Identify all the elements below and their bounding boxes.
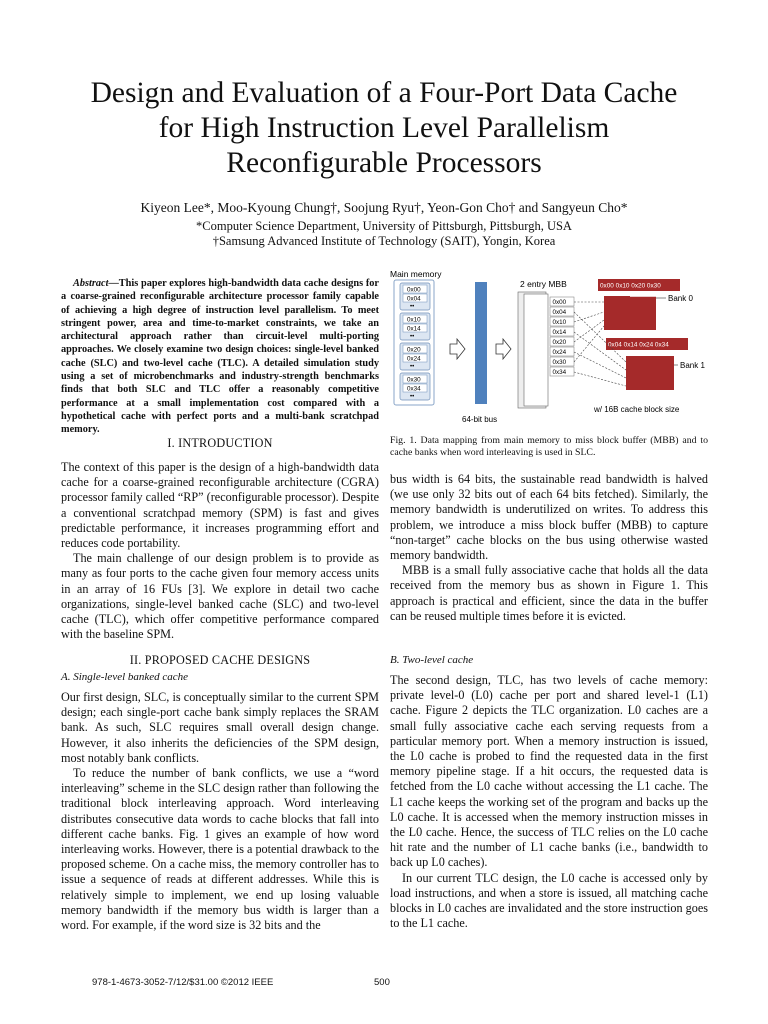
mapping-arrow xyxy=(574,326,604,362)
mbb-front-panel xyxy=(524,294,548,406)
abstract-text: —This paper explores high-bandwidth data cache designs for a coarse-grained reconfigurable architecture processor family capable of achieving a high degree of instruction level parallelism. To meet stringent power, area and time-to-market constraints, we take an architectural approach rather than circuit-level multi-porting approaches. We closely examine two design choices: single-level banked cache (SLC) and two-level cache (TLC). A detailed simulation study using a set of microbenchmarks and industry-strength benchmarks finds that both SLC and TLC offer a reasonably competitive performance at a small implementation cost compared with a hypothetical cache with perfect ports and a multi-bank scratchpad memory. xyxy=(61,278,379,436)
arrow-to-bus-icon xyxy=(450,339,465,359)
abstract xyxy=(61,277,379,437)
mbb-entry-address: 0x14 xyxy=(552,329,567,336)
block-size-note: w/ 16B cache block size xyxy=(594,405,680,414)
memory-bus xyxy=(475,282,487,404)
page-number: 500 xyxy=(374,977,390,988)
main-memory-blocks xyxy=(400,283,430,400)
bank0-label: Bank 0 xyxy=(668,294,693,303)
memory-word-address: 0x20 xyxy=(407,346,421,354)
memory-word-address: 0x30 xyxy=(407,376,421,384)
memory-word-address: 0x00 xyxy=(407,286,421,294)
memory-ellipsis: •• xyxy=(410,394,415,400)
section-heading-introduction: I. INTRODUCTION xyxy=(167,436,273,450)
subsection-heading-tlc: B. Two-level cache xyxy=(390,654,474,666)
arrow-to-mbb-icon xyxy=(496,339,511,359)
memory-ellipsis: •• xyxy=(410,304,415,310)
bank1-addresses: 0x04 0x14 0x24 0x34 xyxy=(608,341,669,349)
tlc-body xyxy=(390,673,708,931)
memory-word-address: 0x10 xyxy=(407,316,421,324)
intro-paragraph-2: The main challenge of our design problem is to provide as many as four ports to the cache given four memory access units in an array of 16 FUs [3]. We explore in detail two cache organizations, single-level banked cache (SLC) and two-level cache (TLC), which offer competitive performance compared with the baseline SPM. xyxy=(61,551,379,642)
memory-word-address: 0x34 xyxy=(407,385,421,393)
mbb-entry-address: 0x00 xyxy=(552,299,567,306)
mbb-entry-address: 0x20 xyxy=(552,339,567,346)
title-line-1: Design and Evaluation of a Four-Port Data Cache xyxy=(90,77,678,109)
mbb-entry-address: 0x34 xyxy=(552,369,567,376)
mbb-label: 2 entry MBB xyxy=(520,279,567,289)
subsection-heading-slc: A. Single-level banked cache xyxy=(61,671,189,683)
memory-ellipsis: •• xyxy=(410,334,415,340)
mapping-arrow xyxy=(574,312,604,322)
slc-paragraph-1: Our first design, SLC, is conceptually similar to the current SPM design; each single-port cache bank simply replaces the SRAM bank. As such, SLC requires small overall design change. However, it also inherits the deficiencies of the SPM design, most notably bank conflicts. xyxy=(61,690,379,765)
affiliation-pitt: *Computer Science Department, University of Pittsburgh, Pittsburgh, USA xyxy=(196,219,572,233)
mbb-entry-address: 0x10 xyxy=(552,319,567,326)
affiliation-sait: †Samsung Advanced Institute of Technology (SAIT), Yongin, Korea xyxy=(212,234,556,248)
bank1-block xyxy=(626,356,674,390)
bus-label: 64-bit bus xyxy=(462,415,498,424)
figure-1-diagram xyxy=(388,262,718,434)
memory-word-address: 0x14 xyxy=(407,325,421,333)
tlc-paragraph-2: In our current TLC design, the L0 cache is accessed only by load instructions, and when a store is issued, all matching cache blocks in L0 caches are invalidated and the store instruction goes to the L1 cache. xyxy=(390,870,708,931)
mbb-body xyxy=(390,472,708,624)
intro-paragraph-1: The context of this paper is the design of a high-bandwidth data cache for a coarse-grained reconfigurable architecture (CGRA) processor family called “RP” (reconfigurable processor). Despite a conventional scratchpad memory (SPM) is fast and gives predictable performance, it increases programming effort and reduces code portability. xyxy=(61,460,379,551)
memory-ellipsis: •• xyxy=(410,364,415,370)
mbb-entry-address: 0x04 xyxy=(552,309,567,316)
main-memory-label: Main memory xyxy=(390,269,442,279)
figure-1-caption: Fig. 1. Data mapping from main memory to miss block buffer (MBB) and to cache banks when word interleaving is used in SLC. xyxy=(390,435,708,458)
title-line-2: for High Instruction Level Parallelism xyxy=(158,112,610,144)
right-paragraph-2: MBB is a small fully associative cache that holds all the data received from the memory bus as shown in Figure 1. This approach is practical and efficient, since the data in the buffer can be reused multiple times before it is evicted. xyxy=(390,563,708,623)
slc-body xyxy=(61,690,379,933)
title-line-3: Reconfigurable Processors xyxy=(226,147,542,179)
mbb-entry-address: 0x24 xyxy=(552,349,567,356)
bank0-addresses: 0x00 0x10 0x20 0x30 xyxy=(600,282,661,290)
mbb-entries xyxy=(550,297,574,376)
right-paragraph-1: bus width is 64 bits, the sustainable read bandwidth is halved (we use only 32 bits out of each 64 bits fetched). Similarly, the memory bandwidth is underutilized on writes. To address this problem, we introduce a miss block buffer (MBB) to capture “non-target” cache blocks on the bus using otherwise wasted memory bandwidth. xyxy=(390,472,708,563)
introduction-body xyxy=(61,460,379,642)
copyright-line: 978-1-4673-3052-7/12/$31.00 ©2012 IEEE xyxy=(92,977,274,988)
section-heading-proposed: II. PROPOSED CACHE DESIGNS xyxy=(129,653,311,667)
bank1-label: Bank 1 xyxy=(680,361,705,370)
mbb-entry-address: 0x30 xyxy=(552,359,567,366)
mapping-arrow xyxy=(574,332,626,370)
author-list: Kiyeon Lee*, Moo-Kyoung Chung†, Soojung Ryu†, Yeon-Gon Cho† and Sangyeun Cho* xyxy=(140,200,628,215)
paper-title xyxy=(40,76,728,181)
memory-word-address: 0x24 xyxy=(407,355,421,363)
affiliations xyxy=(40,219,728,249)
bank0-block xyxy=(604,296,656,330)
tlc-paragraph-1: The second design, TLC, has two levels of cache memory: private level-0 (L0) cache per port and shared level-1 (L1) cache. Figure 2 depicts the TLC organization. L0 caches are a small fully associative cache each serving requests from a particular memory port. When a memory instruction is issued, the L0 cache is probed to find the requested data in the first memory pipeline stage. If a hit occurs, the requested data is fetched from the L0 cache without accessing the L1 cache. The L1 cache keeps the working set of the program and backs up the L0 cache. It is accessed when the memory instruction misses in the L0 cache. Hence, the success of TLC relies on the L0 cache hit rate and the number of L1 cache banks (i.e., bandwidth to back up L0 caches). xyxy=(390,673,708,870)
memory-word-address: 0x04 xyxy=(407,295,421,303)
slc-paragraph-2: To reduce the number of bank conflicts, we use a “word interleaving” scheme in the SLC design rather than following the traditional block interleaving approach. Word interleaving distributes consecutive data words to cache blocks that fall into different cache banks. Fig. 1 gives an example of how word interleaving works. However, there is a potential drawback to the proposed scheme. On a cache miss, the memory controller has to issue a sequence of reads at different addresses. While this is relatively simple to implement, we end up losing valuable memory bandwidth if the memory bus width is larger than a word. For example, if the word size is 32 bits and the xyxy=(61,766,379,933)
abstract-lead: Abstract xyxy=(73,278,109,289)
